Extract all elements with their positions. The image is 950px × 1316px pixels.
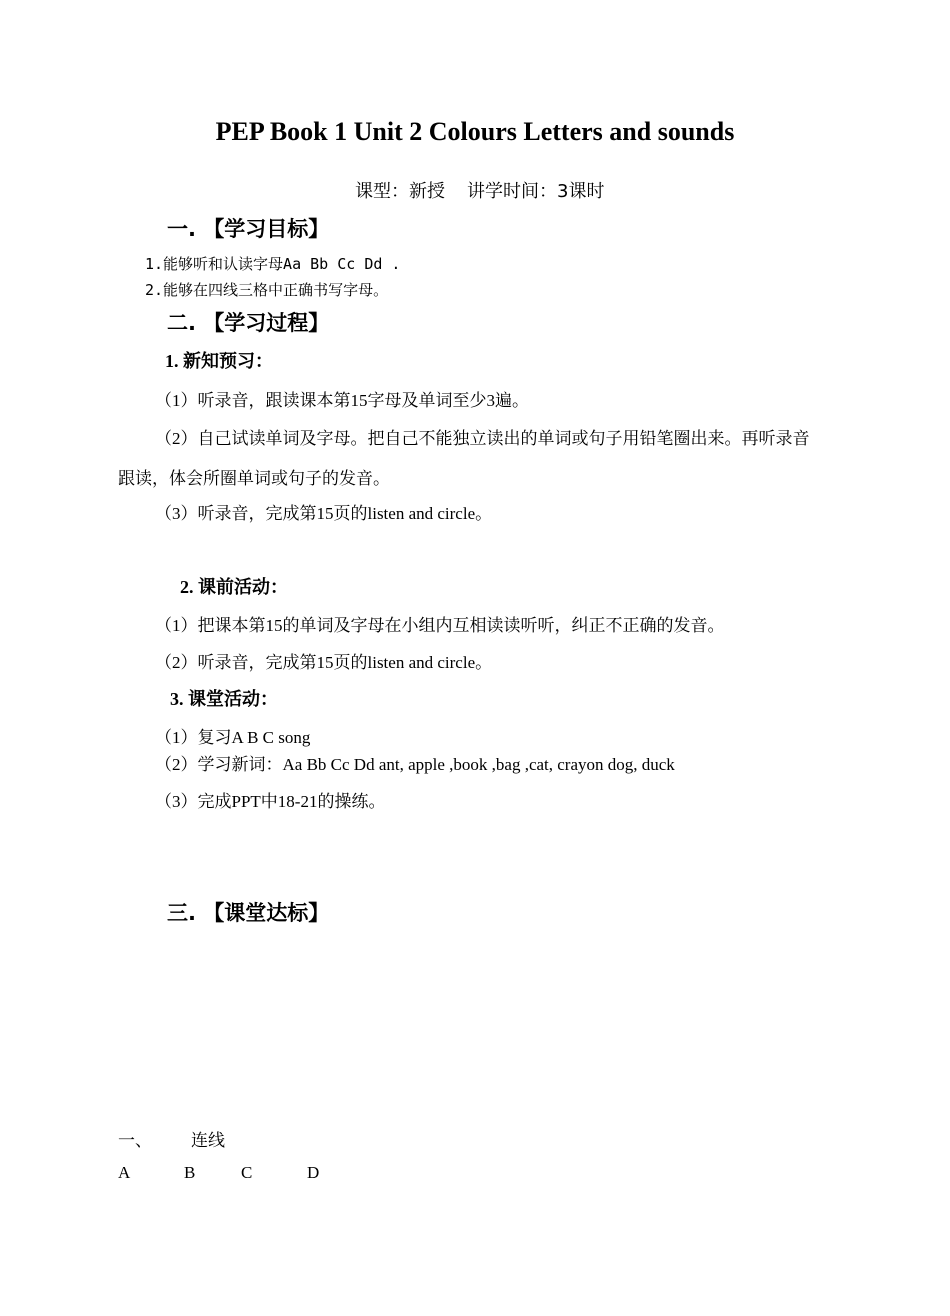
preview-item: （2）自己试读单词及字母。把自己不能独立读出的单词或句子用铅笔圈出来。再听录音 <box>155 429 810 448</box>
pre-class-item: （2）听录音，完成第15页的listen and circle。 <box>155 653 493 672</box>
section-heading-assessment: 三. 【课堂达标】 <box>167 901 330 925</box>
letter-d: D <box>307 1163 320 1182</box>
lesson-type: 课型：新授 <box>355 181 445 202</box>
lesson-meta <box>355 177 604 203</box>
lesson-time: 讲学时间：3课时 <box>467 181 605 202</box>
preview-item: 跟读，体会所圈单词或句子的发音。 <box>118 469 390 488</box>
page-title: PEP Book 1 Unit 2 Colours Letters and sounds <box>215 117 735 146</box>
preview-item: （3）听录音，完成第15页的listen and circle。 <box>155 504 493 523</box>
in-class-item: （2）学习新词：Aa Bb Cc Dd ant, apple ,book ,bag ,cat, crayon dog, duck <box>155 755 675 774</box>
exercise-number: 一、 <box>118 1131 152 1150</box>
subheading-in-class: 3. 课堂活动： <box>170 689 278 709</box>
exercise-label: 连线 <box>191 1131 225 1150</box>
preview-item: （1）听录音，跟读课本第15字母及单词至少3遍。 <box>155 391 529 410</box>
goal-item: 2.能够在四线三格中正确书写字母。 <box>145 281 389 299</box>
section-heading-goals: 一. 【学习目标】 <box>167 217 330 241</box>
pre-class-item: （1）把课本第15的单词及字母在小组内互相读读听听，纠正不正确的发音。 <box>155 616 725 635</box>
in-class-item: （1）复习A B C song <box>155 728 311 747</box>
subheading-pre-class: 2. 课前活动： <box>180 577 288 597</box>
letter-a: A <box>118 1163 131 1182</box>
subheading-preview: 1. 新知预习： <box>165 351 273 371</box>
in-class-item: （3）完成PPT中18-21的操练。 <box>155 792 386 811</box>
goal-item: 1.能够听和认读字母Aa Bb Cc Dd . <box>145 255 401 273</box>
letter-b: B <box>184 1163 196 1182</box>
section-heading-process: 二. 【学习过程】 <box>167 311 330 335</box>
letter-c: C <box>241 1163 253 1182</box>
